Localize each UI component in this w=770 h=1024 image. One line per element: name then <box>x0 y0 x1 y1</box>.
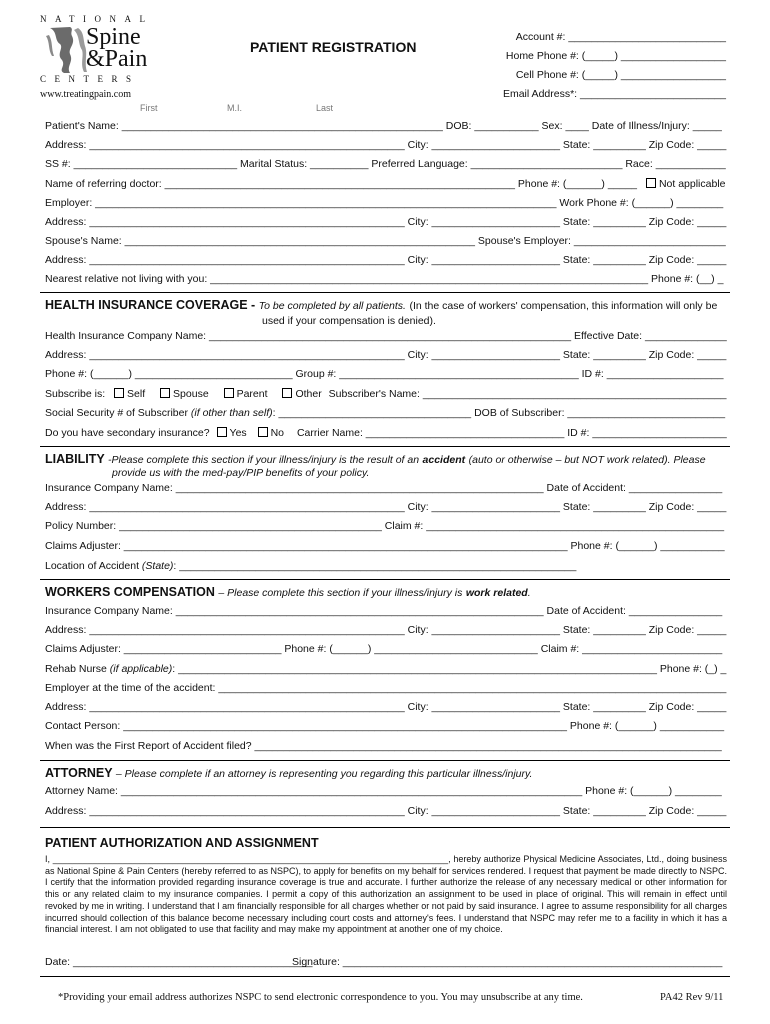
subscriber-row <box>45 388 727 400</box>
spouse-label: Spouse <box>173 388 209 400</box>
insurance-address-row[interactable]: Address: ______________________________________________________ City: ______________________ State: _________ Zip Code: _____ <box>45 349 727 361</box>
parent-checkbox[interactable] <box>224 388 234 398</box>
other-label: Other <box>295 388 322 400</box>
nspc-logo <box>40 14 154 94</box>
other-checkbox[interactable] <box>282 388 292 398</box>
subscriber-ss-label: Social Security # of Subscriber <box>45 407 188 419</box>
accident-location-row[interactable] <box>45 560 576 572</box>
insurance-phone-row[interactable]: Phone #: (______) ___________________________ Group #: _________________________________________ ID #: ____________________ <box>45 368 724 380</box>
contact-person-row[interactable]: Contact Person: ____________________________________________________________________________ Phone #: (______) ___________ <box>45 720 725 732</box>
not-applicable-label: Not applicable <box>658 178 726 190</box>
signature-field[interactable]: Signature: _________________________________________________________________ <box>292 956 723 968</box>
spouse-checkbox[interactable] <box>160 388 170 398</box>
section-divider <box>40 579 730 580</box>
secondary-insurance-label: Do you have secondary insurance? <box>45 427 210 439</box>
liability-note-a: -Please complete this section if your illness/injury is the result of an <box>107 454 420 466</box>
workers-employer-address-row[interactable]: Address: ______________________________________________________ City: ______________________ State: _________ Zip Code: _____ <box>45 701 727 713</box>
workers-note-b: work related <box>465 587 528 599</box>
name-col-first: First <box>140 103 158 113</box>
no-checkbox[interactable] <box>258 427 268 437</box>
self-checkbox[interactable] <box>114 388 124 398</box>
secondary-insurance-row <box>45 427 727 439</box>
page-title: PATIENT REGISTRATION <box>250 39 417 55</box>
subscriber-ss-row[interactable] <box>45 407 725 419</box>
logo-line-1: Spine <box>86 24 141 50</box>
form-revision: PA42 Rev 9/11 <box>660 992 724 1003</box>
accident-location-label: Location of Accident <box>45 560 139 572</box>
workers-company-row[interactable]: Insurance Company Name: _______________________________________________________________ Date of Accident: ________________ <box>45 605 723 617</box>
referring-doctor-row[interactable] <box>45 178 726 190</box>
rehab-nurse-qualifier: (if applicable) <box>109 663 173 675</box>
yes-checkbox[interactable] <box>217 427 227 437</box>
subscriber-name-field[interactable]: Subscriber's Name: ____________________________________________________ <box>328 388 727 400</box>
nearest-relative-row[interactable]: Nearest relative not living with you: ___________________________________________________________________________ Phone #: (__) _ <box>45 273 724 285</box>
attorney-name-row[interactable]: Attorney Name: _______________________________________________________________________________ Phone #: (______) ________ <box>45 785 722 797</box>
subscriber-ss-field[interactable]: : _________________________________ DOB of Subscriber: ___________________________ <box>272 407 726 419</box>
workers-adjuster-row[interactable]: Claims Adjuster: ___________________________ Phone #: (______) ____________________________ Claim #: ________________________ <box>45 643 723 655</box>
email-address-field[interactable]: Email Address*: _________________________ <box>502 88 726 100</box>
section-divider <box>40 827 730 828</box>
first-report-row[interactable]: When was the First Report of Accident filed? ________________________________________________________________________________ <box>45 740 722 752</box>
liability-note-b: accident <box>422 454 466 466</box>
carrier-name-field[interactable]: Carrier Name: __________________________________ ID #: _______________________ <box>296 427 727 439</box>
insurance-company-row[interactable]: Health Insurance Company Name: ______________________________________________________________ Effective Date: ______________ <box>45 330 727 342</box>
email-disclaimer: *Providing your email address authorizes NSPC to send electronic correspondence to you. You may unsubscribe at any time. <box>58 992 583 1003</box>
not-applicable-checkbox[interactable] <box>646 178 656 188</box>
accident-location-qualifier: (State) <box>141 560 174 572</box>
name-col-mi: M.I. <box>227 103 242 113</box>
liability-note-c: (auto or otherwise – but NOT work related). Please <box>468 454 706 466</box>
subscriber-ss-qualifier: (if other than self) <box>190 407 273 419</box>
spouse-address-row[interactable]: Address: ______________________________________________________ City: ______________________ State: _________ Zip Code: _____ <box>45 254 727 266</box>
workers-note-a: – Please complete this section if your illness/injury is <box>218 587 463 599</box>
insurance-note-2: (In the case of workers' compensation, this information will only be <box>409 300 718 312</box>
home-phone-field[interactable]: Home Phone #: (_____) __________________ <box>505 50 726 62</box>
patient-address-row[interactable]: Address: ______________________________________________________ City: ______________________ State: _________ Zip Code: _____ <box>45 139 727 151</box>
rehab-nurse-label: Rehab Nurse <box>45 663 107 675</box>
workers-address-row[interactable]: Address: ______________________________________________________ City: ______________________ State: _________ Zip Code: _____ <box>45 624 727 636</box>
spine-figure-icon <box>44 26 88 74</box>
referring-doctor-field[interactable]: Name of referring doctor: ____________________________________________________________ Phone #: (______) _____ <box>45 178 638 190</box>
liability-company-row[interactable]: Insurance Company Name: _______________________________________________________________ Date of Accident: ________________ <box>45 482 723 494</box>
section-divider <box>40 446 730 447</box>
rehab-nurse-field[interactable]: : __________________________________________________________________________________ Phone #: (_) _ <box>172 663 727 675</box>
spouse-name-row[interactable]: Spouse's Name: ____________________________________________________________ Spouse's Employer: __________________________ <box>45 235 726 247</box>
workers-section-header: WORKERS COMPENSATION – Please complete this section if your illness/injury is work related. <box>45 585 531 599</box>
insurance-note-1: To be completed by all patients. <box>258 300 406 312</box>
employer-row[interactable]: Employer: _______________________________________________________________________________ Work Phone #: (______) ________ <box>45 197 724 209</box>
name-col-last: Last <box>316 103 334 113</box>
logo-top-text: NATIONAL <box>40 14 154 24</box>
account-number-field[interactable]: Account #: ___________________________ <box>515 31 726 43</box>
liability-note-2: provide us with the med-pay/PIP benefits of your policy. <box>112 467 370 479</box>
insurance-section-header <box>45 298 717 312</box>
yes-label: Yes <box>229 427 247 439</box>
section-divider <box>40 760 730 761</box>
attorney-note: – Please complete if an attorney is representing you regarding this particular illness/injury. <box>115 768 533 780</box>
no-label: No <box>270 427 285 439</box>
insurance-note-3: used if your compensation is denied). <box>262 315 436 327</box>
authorization-heading: PATIENT AUTHORIZATION AND ASSIGNMENT <box>45 836 319 850</box>
parent-label: Parent <box>236 388 268 400</box>
rehab-nurse-row[interactable] <box>45 663 726 675</box>
website-url[interactable]: www.treatingpain.com <box>40 89 131 100</box>
section-divider <box>40 976 730 977</box>
patient-name-row[interactable]: Patient's Name: _______________________________________________________ DOB: ___________ Sex: ____ Date of Illness/Injury: _____ <box>45 120 722 132</box>
liability-heading: LIABILITY <box>45 452 105 466</box>
logo-line-2: &Pain <box>86 46 148 72</box>
subscriber-label: Subscribe is: <box>45 388 106 400</box>
policy-number-row[interactable]: Policy Number: _____________________________________________ Claim #: ___________________________________________________ <box>45 520 725 532</box>
employer-address-row[interactable]: Address: ______________________________________________________ City: ______________________ State: _________ Zip Code: _____ <box>45 216 727 228</box>
accident-location-field[interactable]: : ____________________________________________________________________ <box>173 560 577 572</box>
attorney-section-header <box>45 766 532 780</box>
liability-address-row[interactable]: Address: ______________________________________________________ City: ______________________ State: _________ Zip Code: _____ <box>45 501 727 513</box>
attorney-address-row[interactable]: Address: ______________________________________________________ City: ______________________ State: _________ Zip Code: _____ <box>45 805 727 817</box>
claims-adjuster-row[interactable]: Claims Adjuster: ____________________________________________________________________________ Phone #: (______) ___________ <box>45 540 725 552</box>
patient-ss-row[interactable]: SS #: ____________________________ Marital Status: __________ Preferred Language: __________________________ Race: ____________ <box>45 158 726 170</box>
workers-heading: WORKERS COMPENSATION <box>45 585 215 599</box>
date-field[interactable]: Date: _________________________________________ <box>45 956 313 968</box>
cell-phone-field[interactable]: Cell Phone #: (_____) __________________ <box>515 69 726 81</box>
self-label: Self <box>127 388 146 400</box>
authorization-text: I, _______________________________________________________________________________, hereby authorize Physical Medicine Associates, Ltd., doing business as National Spine & Pain Centers (hereby referred to as NSPC), to apply for benefits on my behalf for services rendered. I request that payment be made directly to NSPC. I certify that the information provided regarding insurance coverage is true and accurate. I further authorize the release of any necessary medical or other information for this or any related claim to my insurance companies. I permit a copy of this authorization an assignment to be used in place of original. This will remain in effect until revoked by me in writing. I understand that I am financially responsible for all charges whether or not paid by said insurance. I agree to assume responsibility for all charges incurred should collection of this balance become necessary including court costs and attorney's fees. I understand that NSPC may refer me to a facility in which it has a financial interest. I am not obligated to use that facility and may make my appointment at another one of my choice. <box>45 854 727 935</box>
attorney-heading: ATTORNEY <box>45 766 113 780</box>
insurance-heading: HEALTH INSURANCE COVERAGE - <box>45 298 256 312</box>
logo-bottom-text: CENTERS <box>40 74 140 84</box>
section-divider <box>40 292 730 293</box>
liability-section-header <box>45 452 706 466</box>
employer-at-accident-row[interactable]: Employer at the time of the accident: _______________________________________________________________________________________ <box>45 682 727 694</box>
